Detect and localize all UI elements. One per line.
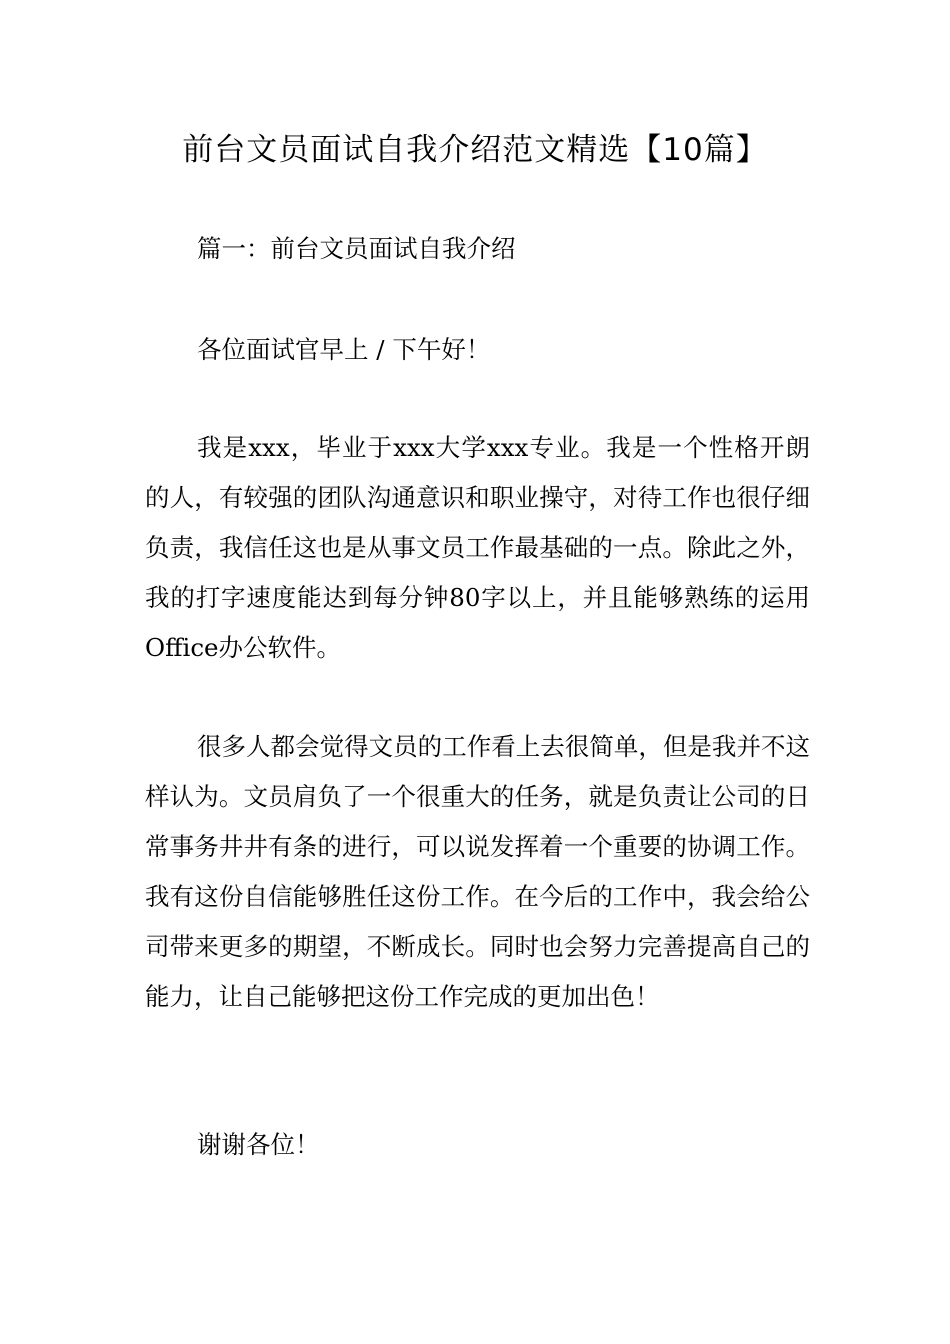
document-title: 前台文员面试自我介绍范文精选【10篇】 (182, 132, 768, 168)
greeting-line: 各位面试官早上 / 下午好！ (197, 335, 491, 364)
body-paragraph: 我是xxx，毕业于xxx大学xxx专业。我是一个性格开朗的人，有较强的团队沟通意识和职业操守，对待工作也很仔细负责，我信任这也是从事文员工作最基础的一点。除此之外，我的打字速度能达到每分钟80字以上，并且能够熟练的运用Office办公软件。 (145, 433, 810, 662)
section-heading: 篇一：前台文员面试自我介绍 (197, 234, 516, 263)
closing-line: 谢谢各位！ (197, 1130, 320, 1159)
body-paragraph: 很多人都会觉得文员的工作看上去很简单，但是我并不这样认为。文员肩负了一个很重大的任务，就是负责让公司的日常事务井井有条的进行，可以说发挥着一个重要的协调工作。我有这份自信能够胜任这份工作。在今后的工作中，我会给公司带来更多的期望，不断成长。同时也会努力完善提高自己的能力，让自己能够把这份工作完成的更加出色！ (145, 732, 810, 1011)
